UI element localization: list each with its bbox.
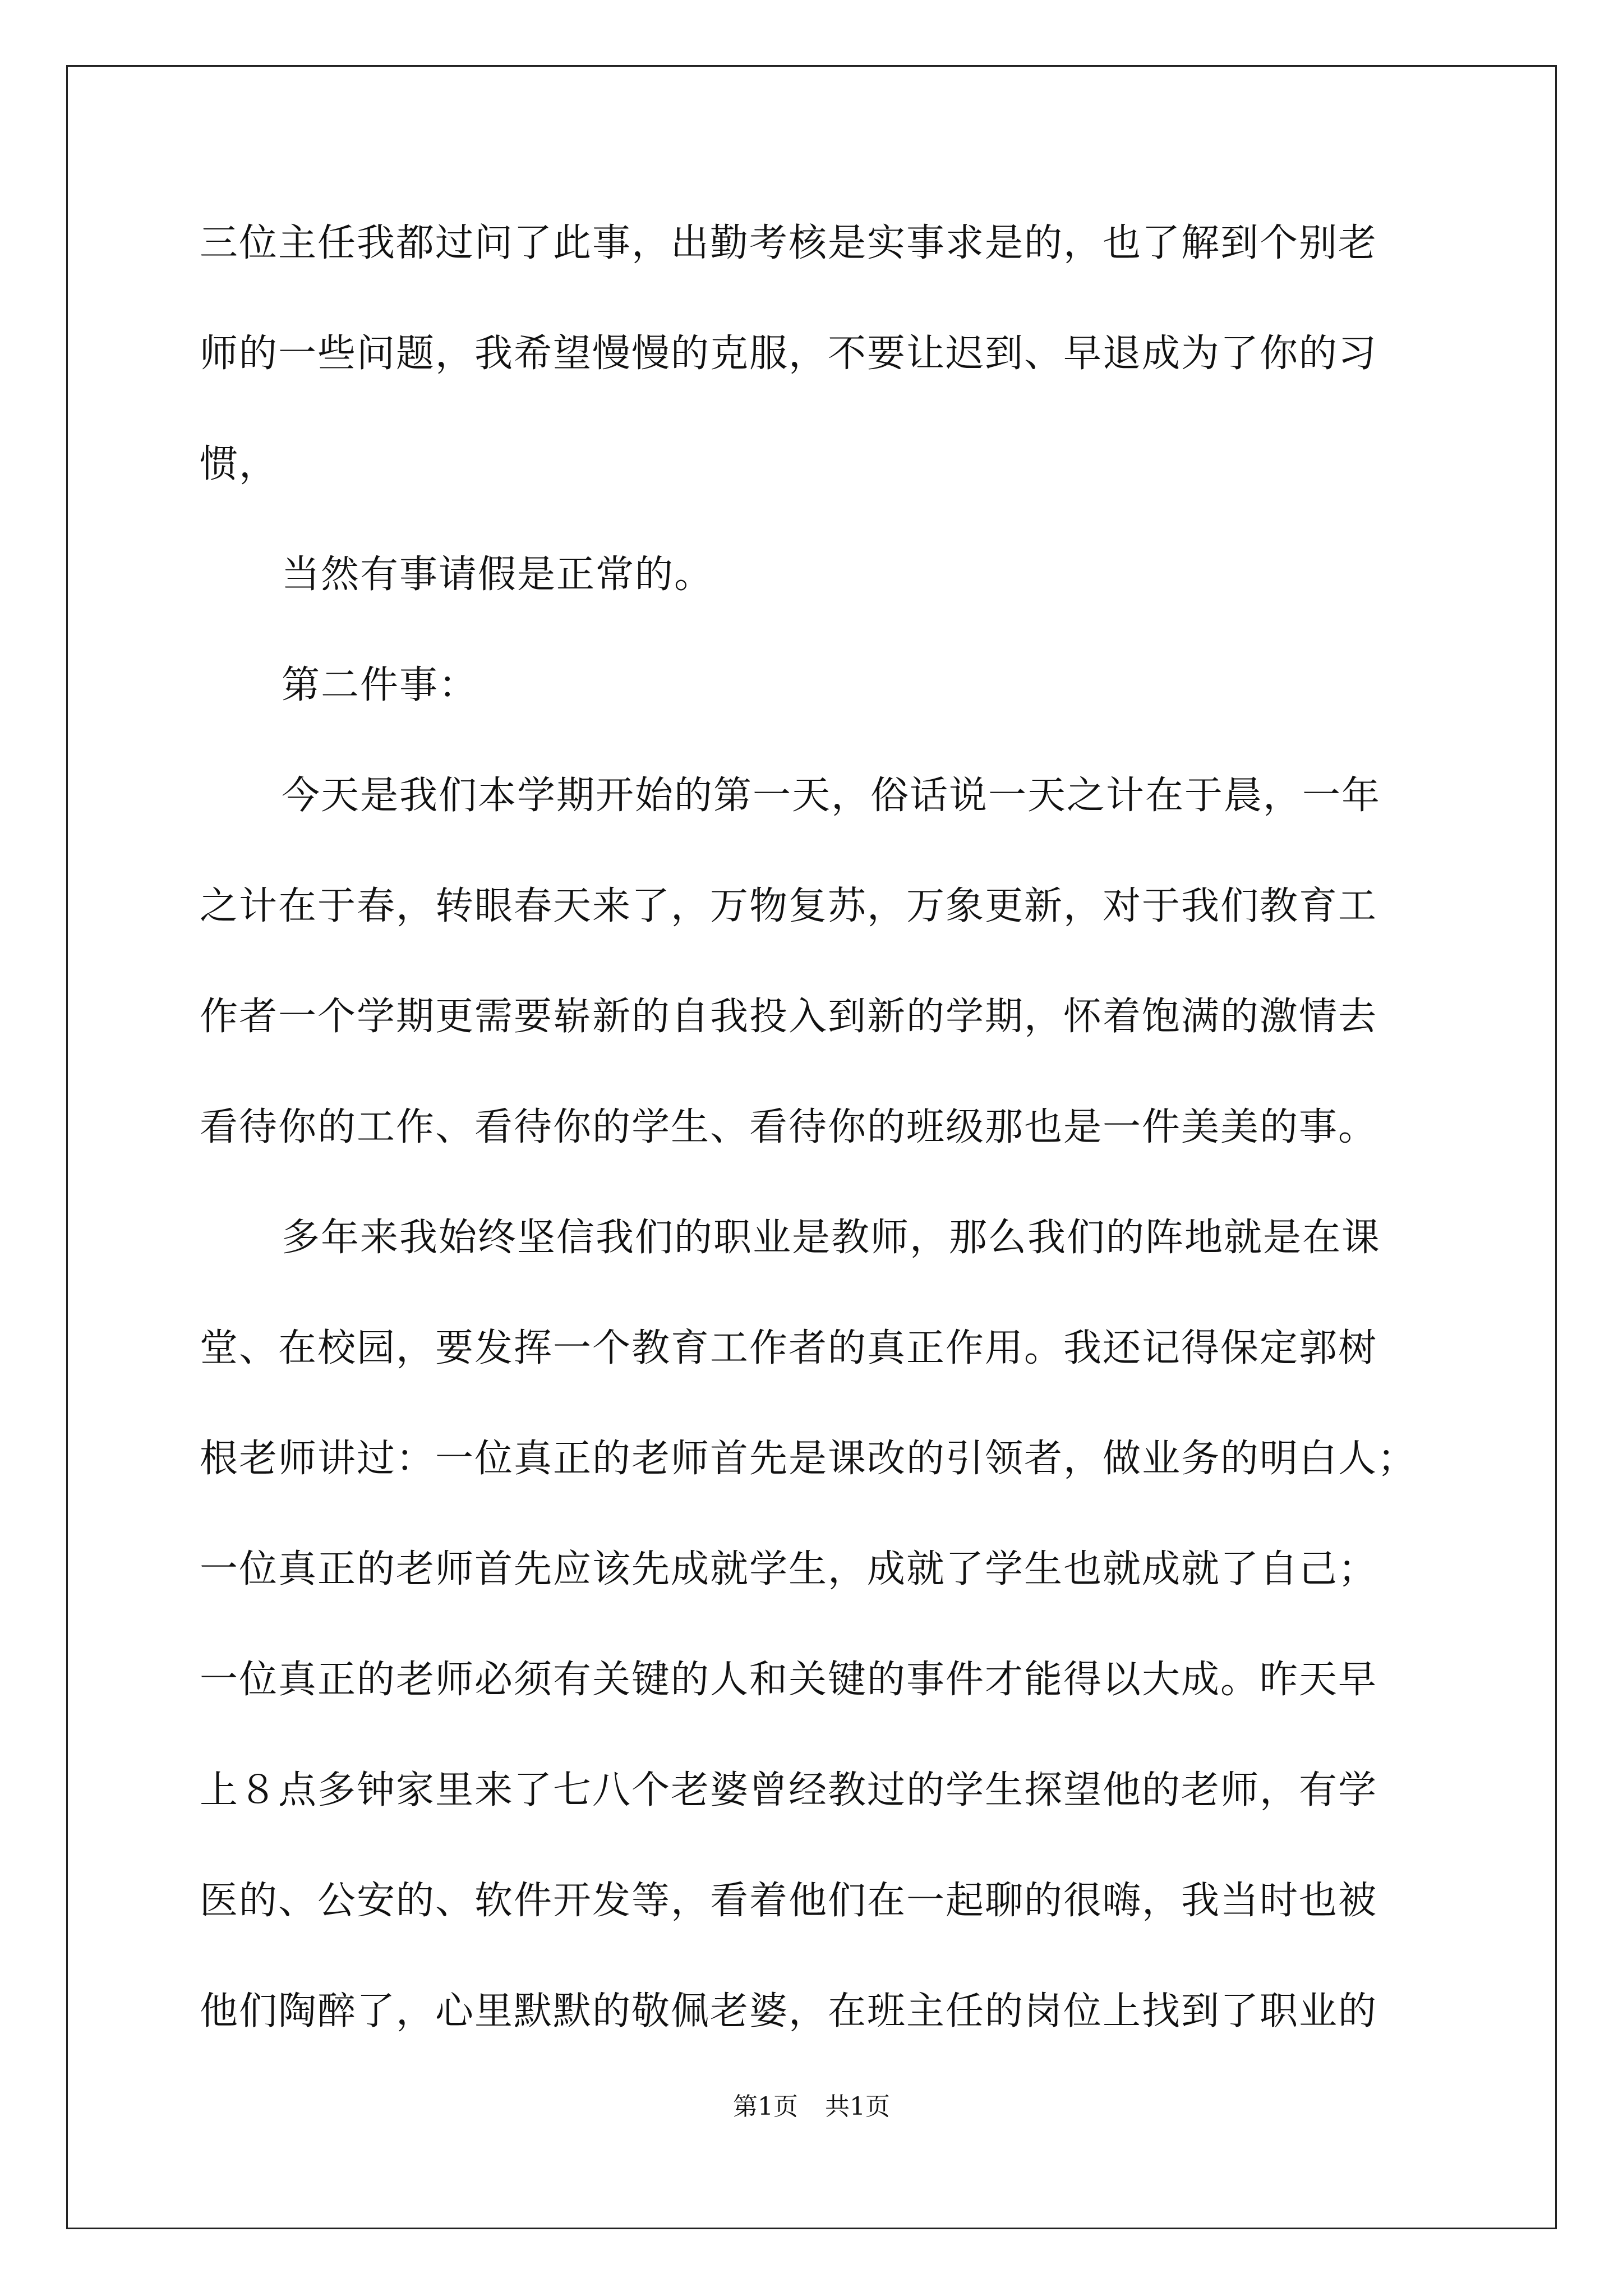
text-line: 他们陶醉了，心里默默的敬佩老婆，在班主任的岗位上找到了职业的 [200,1989,1378,2033]
text-line: 惯， [200,442,279,486]
text-line: 今天是我们本学期开始的第一天，俗话说一天之计在于晨，一年 [282,774,1381,818]
page-footer [0,2091,1623,2123]
text-line: 堂、在校园，要发挥一个教育工作者的真正作用。我还记得保定郭树 [200,1326,1378,1370]
section-heading: 第二件事： [282,663,478,707]
text-line: 师的一些问题，我希望慢慢的克服，不要让迟到、早退成为了你的习 [200,332,1378,376]
text-line: 一位真正的老师首先应该先成就学生，成就了学生也就成就了自己； [200,1547,1378,1591]
text-line: 医的、公安的、软件开发等，看着他们在一起聊的很嗨，我当时也被 [200,1879,1378,1923]
text-line: 作者一个学期更需要崭新的自我投入到新的学期，怀着饱满的激情去 [200,995,1378,1039]
text-line: 多年来我始终坚信我们的职业是教师，那么我们的阵地就是在课 [282,1216,1381,1260]
text-line: 之计在于春，转眼春天来了，万物复苏，万象更新，对于我们教育工 [200,884,1378,928]
document-body [200,219,1433,2097]
text-line: 看待你的工作、看待你的学生、看待你的班级那也是一件美美的事。 [200,1105,1378,1149]
text-line: 根老师讲过：一位真正的老师首先是课改的引领者，做业务的明白人； [200,1437,1417,1481]
page-total: 共1页 [825,2092,890,2121]
page-number: 第1页 [733,2092,798,2121]
text-line: 一位真正的老师必须有关键的人和关键的事件才能得以大成。昨天早 [200,1658,1378,1702]
text-line: 三位主任我都过问了此事，出勤考核是实事求是的，也了解到个别老 [200,221,1378,265]
text-line: 上８点多钟家里来了七八个老婆曾经教过的学生探望他的老师，有学 [200,1768,1378,1812]
text-line: 当然有事请假是正常的。 [282,553,714,597]
